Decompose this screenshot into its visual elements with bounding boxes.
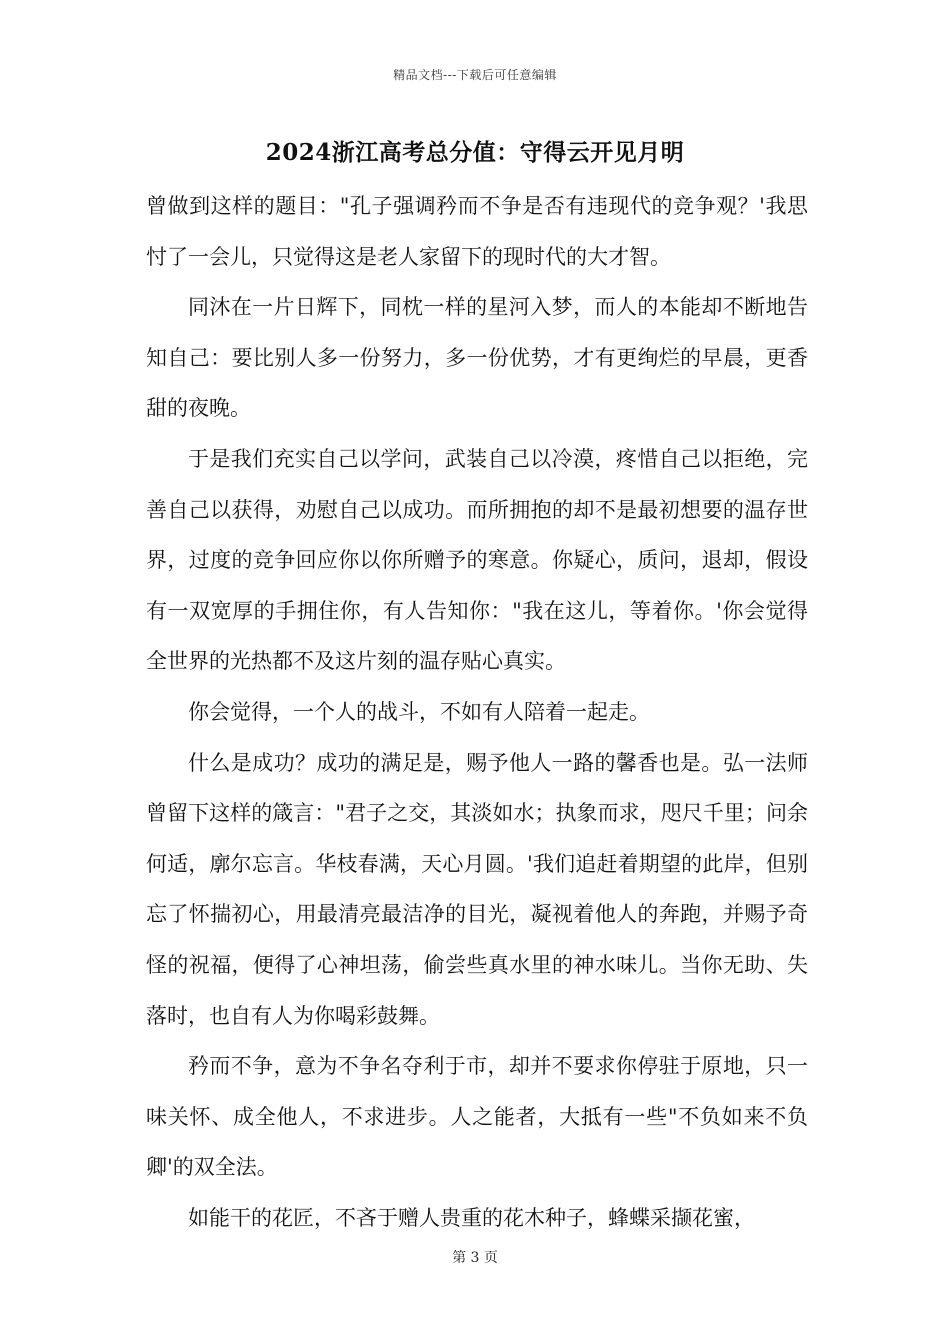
paragraph: 什么是成功？成功的满足是，赐予他人一路的馨香也是。弘一法师曾留下这样的箴言："君子之交，其淡如水；执象而求，咫尺千里；问余何适，廓尔忘言。华枝春满，天心月圆。'我们追赶着期望的此岸，但别忘了怀揣初心，用最清亮最洁净的目光，凝视着他人的奔跑，并赐予奇怪的祝福，便得了心神坦荡，偷尝些真水里的神水味儿。当你无助、失落时，也自有人为你喝彩鼓舞。 [146,750,808,1028]
document-title: 2024浙江高考总分值：守得云开见月明 [265,139,685,166]
paragraph: 矜而不争，意为不争名夺利于市，却并不要求你停驻于原地，只一味关怀、成全他人，不求进步。人之能者，大抵有一些"不负如来不负卿'的双全法。 [146,1054,808,1180]
paragraph: 如能干的花匠，不吝于赠人贵重的花木种子，蜂蝶采撷花蜜， [188,1205,755,1230]
document-body [146,181,808,1243]
paragraph: 曾做到这样的题目："孔子强调矜而不争是否有违现代的竞争观？'我思忖了一会儿，只觉得这是老人家留下的现时代的大才智。 [146,194,808,269]
paragraph: 你会觉得，一个人的战斗，不如有人陪着一起走。 [188,699,650,724]
paragraph: 同沐在一片日辉下，同枕一样的星河入梦，而人的本能却不断地告知自己：要比别人多一份努力，多一份优势，才有更绚烂的早晨，更香甜的夜晚。 [146,295,808,421]
paragraph: 于是我们充实自己以学问，武装自己以冷漠，疼惜自己以拒绝，完善自己以获得，劝慰自己以成功。而所拥抱的却不是最初想要的温存世界，过度的竞争回应你以你所赠予的寒意。你疑心，质问，退却，假设有一双宽厚的手拥住你，有人告知你："我在这儿，等着你。'你会觉得全世界的光热都不及这片刻的温存贴心真实。 [146,446,808,674]
page-number: 第 3 页 [452,1250,498,1266]
header-note: 精品文档---下载后可任意编辑 [393,68,557,82]
